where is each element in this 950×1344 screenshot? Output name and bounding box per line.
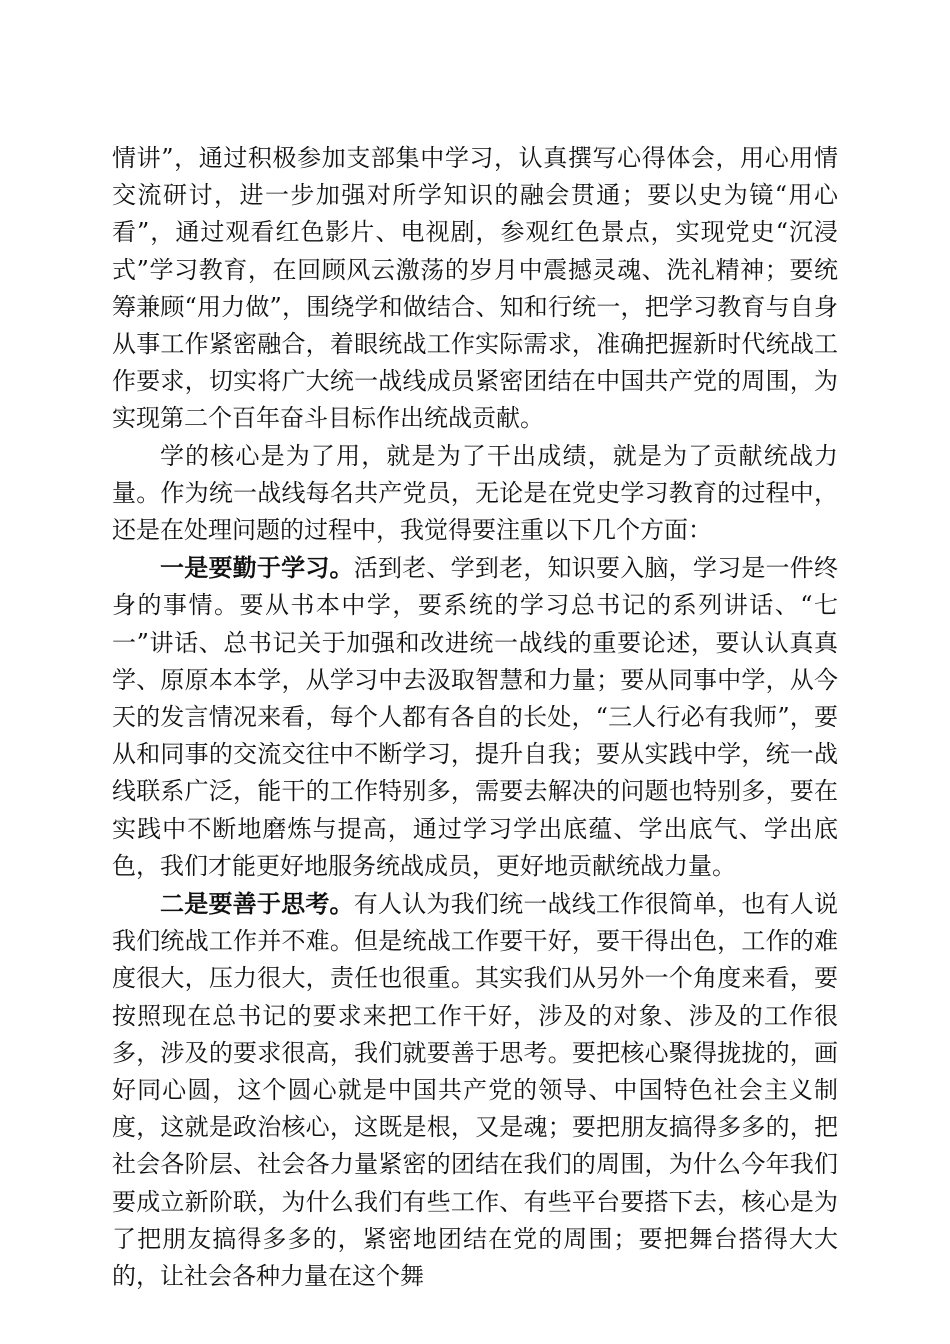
document-body	[112, 140, 838, 1295]
paragraph-continuation	[112, 140, 838, 438]
paragraph-lead-heading: 二是要善于思考。	[160, 889, 354, 919]
paragraph-text: 学的核心是为了用，就是为了干出成绩，就是为了贡献统战力量。作为统一战线每名共产党员，无论是在党史学习教育的过程中，还是在处理问题的过程中，我觉得要注重以下几个方面：	[112, 441, 838, 545]
paragraph-text: 活到老、学到老，知识要入脑，学习是一件终身的事情。要从书本中学，要系统的学习总书记的系列讲话、“七一”讲话、总书记关于加强和改进统一战线的重要论述，要认认真真学、原原本本学，从学习中去汲取智慧和力量；要从同事中学，从今天的发言情况来看，每个人都有各自的长处，“三人行必有我师”，要从和同事的交流交往中不断学习，提升自我；要从实践中学，统一战线联系广泛，能干的工作特别多，需要去解决的问题也特别多，要在实践中不断地磨炼与提高，通过学习学出底蕴、学出底气、学出底色，我们才能更好地服务统战成员，更好地贡献统战力量。	[112, 554, 839, 880]
paragraph-text: 情讲”，通过积极参加支部集中学习，认真撰写心得体会，用心用情交流研讨，进一步加强对所学知识的融会贯通；要以史为镜“用心看”，通过观看红色影片、电视剧，参观红色景点，实现党史“沉浸式”学习教育，在回顾风云激荡的岁月中震撼灵魂、洗礼精神；要统筹兼顾“用力做”，围绕学和做结合、知和行统一，把学习教育与自身从事工作紧密融合，着眼统战工作实际需求，准确把握新时代统战工作要求，切实将广大统一战线成员紧密团结在中国共产党的周围，为实现第二个百年奋斗目标作出统战贡献。	[112, 144, 838, 433]
paragraph-point-one	[112, 549, 838, 885]
paragraph-text: 有人认为我们统一战线工作很简单，也有人说我们统战工作并不难。但是统战工作要干好，要干得出色，工作的难度很大，压力很大，责任也很重。其实我们从另外一个角度来看，要按照现在总书记的要求来把工作干好，涉及的对象、涉及的工作很多，涉及的要求很高，我们就要善于思考。要把核心聚得拢拢的，画好同心圆，这个圆心就是中国共产党的领导、中国特色社会主义制度，这就是政治核心，这既是根，又是魂；要把朋友搞得多多的，把社会各阶层、社会各力量紧密的团结在我们的周围，为什么今年我们要成立新阶联，为什么我们有些工作、有些平台要搭下去，核心是为了把朋友搞得多多的，紧密地团结在党的周围；要把舞台搭得大大的，让社会各种力量在这个舞	[112, 890, 839, 1291]
paragraph-point-two	[112, 885, 838, 1295]
paragraph-intro	[112, 438, 838, 550]
paragraph-lead-heading: 一是要勤于学习。	[160, 553, 354, 583]
